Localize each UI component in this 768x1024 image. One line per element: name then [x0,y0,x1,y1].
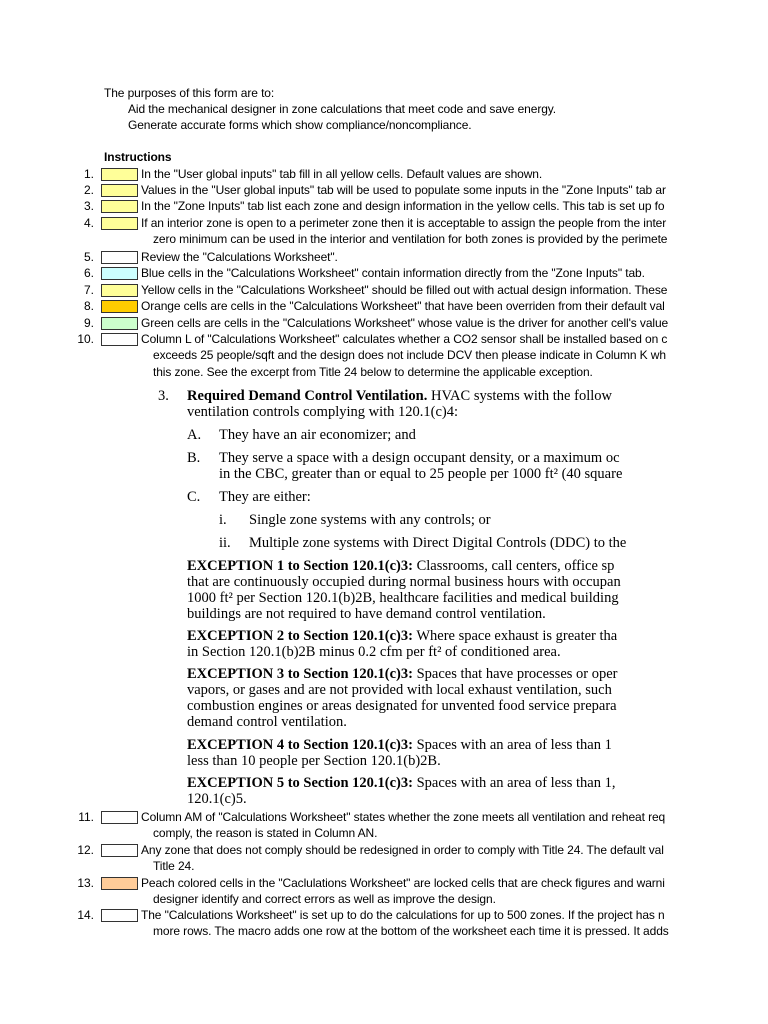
item-number: 12. [77,843,94,857]
excerpt-item-c: They are either: [219,489,311,505]
cell-swatch-yellow [101,168,138,181]
exception-3-rest: Spaces that have processes or oper [412,666,618,682]
exception-4-rest: Spaces with an area of less than 1 [412,737,612,753]
item-text: The "Calculations Worksheet" is set up to do the calculations for up to 500 zones. If the project has n [141,908,665,922]
item-number: 1. [83,167,94,181]
excerpt-line: ventilation controls complying with 120.1(c)4: [187,404,459,420]
item-text: Column AM of "Calculations Worksheet" states whether the zone meets all ventilation and reheat req [141,810,666,824]
excerpt-heading [187,388,702,405]
item-number: 7. [83,283,94,297]
excerpt-item-b: They serve a space with a design occupant density, or a maximum oc [219,450,620,466]
item-text-continued: zero minimum can be used in the interior and ventilation for both zones is provided by the perimete [153,232,668,246]
exception-3-line: demand control ventilation. [187,714,347,730]
exception-5-heading [187,775,702,792]
exception-2-title: EXCEPTION 2 to Section 120.1(c)3: [187,628,413,644]
cell-swatch-white [101,909,138,922]
excerpt-number: 3. [158,388,169,404]
cell-swatch-yellow [101,200,138,213]
item-text: In the "User global inputs" tab fill in all yellow cells. Default values are shown. [141,167,543,181]
item-text-continued: designer identify and correct errors as well as improve the design. [153,892,496,906]
excerpt-label-a: A. [187,427,202,443]
item-number: 10. [77,332,94,346]
item-text: Green cells are cells in the "Calculations Worksheet" whose value is the driver for another cell's value [141,316,669,330]
item-text: Review the "Calculations Worksheet". [141,250,338,264]
excerpt-label-b: B. [187,450,201,466]
item-number: 14. [77,908,94,922]
cell-swatch-white [101,844,138,857]
exception-1-line: buildings are not required to have demand control ventilation. [187,606,546,622]
exception-1-line: 1000 ft² per Section 120.1(b)2B, healthcare facilities and medical building [187,590,619,606]
exception-3-title: EXCEPTION 3 to Section 120.1(c)3: [187,666,413,682]
exception-1-title: EXCEPTION 1 to Section 120.1(c)3: [187,558,413,574]
exception-1-heading [187,558,702,575]
excerpt-item-i: Single zone systems with any controls; or [249,512,491,528]
intro-line-3: Generate accurate forms which show compliance/noncompliance. [128,118,472,132]
cell-swatch-green [101,317,138,330]
item-text-continued: Title 24. [153,859,195,873]
item-text: Blue cells in the "Calculations Worksheet" contain information directly from the "Zone Inputs" tab. [141,266,645,280]
item-number: 6. [83,266,94,280]
intro-line-2: Aid the mechanical designer in zone calculations that meet code and save energy. [128,102,557,116]
item-text-continued: this zone. See the excerpt from Title 24 below to determine the applicable exception. [153,365,593,379]
excerpt-label-c: C. [187,489,201,505]
item-text-continued: more rows. The macro adds one row at the bottom of the worksheet each time it is pressed. It adds [153,924,669,938]
item-text: In the "Zone Inputs" tab list each zone and design information in the yellow cells. This tab is set up fo [141,199,665,213]
excerpt-item-b-continued: in the CBC, greater than or equal to 25 people per 1000 ft² (40 square [219,466,623,482]
item-number: 8. [83,299,94,313]
cell-swatch-white [101,811,138,824]
excerpt-item-ii: Multiple zone systems with Direct Digital Controls (DDC) to the [249,535,627,551]
exception-5-line: 120.1(c)5. [187,791,247,807]
exception-1-line: that are continuously occupied during normal business hours with occupan [187,574,621,590]
excerpt-heading-rest: HVAC systems with the follow [427,388,612,404]
exception-2-heading [187,628,702,645]
item-text: Yellow cells in the "Calculations Worksheet" should be filled out with actual design information. These [141,283,668,297]
item-number: 3. [83,199,94,213]
cell-swatch-yellow [101,184,138,197]
intro-line-1: The purposes of this form are to: [104,86,275,100]
item-text-continued: comply, the reason is stated in Column AN. [153,826,378,840]
exception-3-heading [187,666,702,683]
item-number: 2. [83,183,94,197]
exception-5-title: EXCEPTION 5 to Section 120.1(c)3: [187,775,413,791]
item-text: If an interior zone is open to a perimeter zone then it is acceptable to assign the people from the inter [141,216,667,230]
exception-3-line: vapors, or gases and are not provided with local exhaust ventilation, such [187,682,612,698]
item-text: Any zone that does not comply should be redesigned in order to comply with Title 24. The default val [141,843,664,857]
item-number: 4. [83,216,94,230]
item-text-continued: exceeds 25 people/sqft and the design does not include DCV then please indicate in Column K wh [153,348,666,362]
excerpt-heading-title: Required Demand Control Ventilation. [187,388,428,404]
cell-swatch-yellow [101,217,138,230]
cell-swatch-peach [101,877,138,890]
exception-3-line: combustion engines or areas designated for unvented food service prepara [187,698,617,714]
cell-swatch-yellow [101,284,138,297]
excerpt-label-i: i. [219,512,227,528]
cell-swatch-blue [101,267,138,280]
item-number: 9. [83,316,94,330]
item-text: Peach colored cells in the "Caclulations Worksheet" are locked cells that are check figures and warni [141,876,665,890]
exception-2-line: in Section 120.1(b)2B minus 0.2 cfm per ft² of conditioned area. [187,644,561,660]
item-text: Column L of "Calculations Worksheet" calculates whether a CO2 sensor shall be installed based on c [141,332,668,346]
item-text: Orange cells are cells in the "Calculations Worksheet" that have been overriden from their default val [141,299,665,313]
exception-4-heading [187,737,702,754]
excerpt-item-a: They have an air economizer; and [219,427,416,443]
item-number: 5. [83,250,94,264]
cell-swatch-white [101,333,138,346]
exception-5-rest: Spaces with an area of less than 1, [412,775,616,791]
exception-4-title: EXCEPTION 4 to Section 120.1(c)3: [187,737,413,753]
excerpt-label-ii: ii. [219,535,231,551]
cell-swatch-orange [101,300,138,313]
item-text: Values in the "User global inputs" tab will be used to populate some inputs in the "Zone Inputs" tab ar [141,183,666,197]
instructions-heading: Instructions [104,150,172,164]
item-number: 13. [77,876,94,890]
exception-4-line: less than 10 people per Section 120.1(b)2B. [187,753,441,769]
item-number: 11. [78,810,94,824]
cell-swatch-white [101,251,138,264]
exception-1-rest: Classrooms, call centers, office sp [412,558,615,574]
exception-2-rest: Where space exhaust is greater tha [412,628,618,644]
